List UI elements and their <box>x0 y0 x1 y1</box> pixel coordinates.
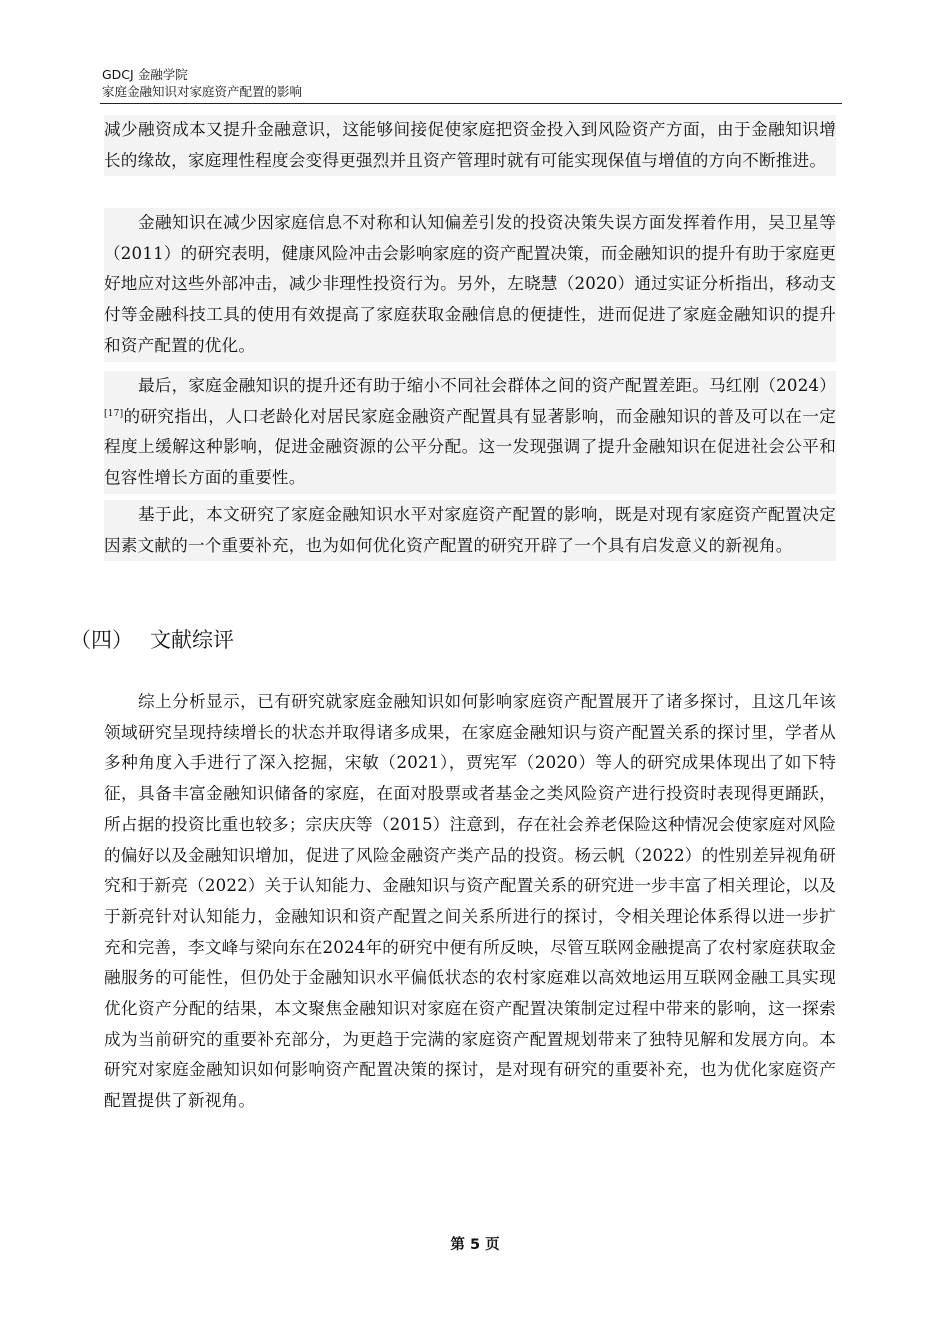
citation-reference: [17] <box>104 408 124 419</box>
body-paragraph-2: 金融知识在减少因家庭信息不对称和认知偏差引发的投资决策失误方面发挥着作用，吴卫星等（2011）的研究表明，健康风险冲击会影响家庭的资产配置决策，而金融知识的提升有助于家庭更好地应对这些外部冲击，减少非理性投资行为。另外，左晓慧（2020）通过实证分析指出，移动支付等金融科技工具的使用有效提高了家庭获取金融信息的便捷性，进而促进了家庭金融知识的提升和资产配置的优化。 <box>104 208 836 362</box>
body-paragraph-3 <box>104 371 836 494</box>
body-paragraph-4: 基于此，本文研究了家庭金融知识水平对家庭资产配置的影响，既是对现有家庭资产配置决定因素文献的一个重要补充，也为如何优化资产配置的研究开辟了一个具有启发意义的新视角。 <box>104 500 836 561</box>
body-paragraph-3-part-b: 的研究指出，人口老龄化对居民家庭金融资产配置具有显著影响，而金融知识的普及可以在一定程度上缓解这种影响，促进金融资源的公平分配。这一发现强调了提升金融知识在促进社会公平和包容性增长方面的重要性。 <box>104 406 836 488</box>
header-thesis-title: 家庭金融知识对家庭资产配置的影响 <box>102 84 303 99</box>
header-institution: GDCJ 金融学院 <box>102 67 188 82</box>
running-header <box>102 66 840 100</box>
review-paragraph: 综上分析显示，已有研究就家庭金融知识如何影响家庭资产配置展开了诸多探讨，且这几年该领域研究呈现持续增长的状态并取得诸多成果，在家庭金融知识与资产配置关系的探讨里，学者从多种角度入手进行了深入挖掘，宋敏（2021），贾宪军（2020）等人的研究成果体现出了如下特征，具备丰富金融知识储备的家庭，在面对股票或者基金之类风险资产进行投资时表现得更踊跃，所占据的投资比重也较多；宗庆庆等（2015）注意到，存在社会养老保险这种情况会使家庭对风险的偏好以及金融知识增加，促进了风险金融资产类产品的投资。杨云帆（2022）的性别差异视角研究和于新亮（2022）关于认知能力、金融知识与资产配置关系的研究进一步丰富了相关理论，以及于新亮针对认知能力，金融知识和资产配置之间关系所进行的探讨，令相关理论体系得以进一步扩充和完善，李文峰与梁向东在2024年的研究中便有所反映，尽管互联网金融提高了农村家庭获取金融服务的可能性，但仍处于金融知识水平偏低状态的农村家庭难以高效地运用互联网金融工具实现优化资产分配的结果，本文聚焦金融知识对家庭在资产配置决策制定过程中带来的影响，这一探索成为当前研究的重要补充部分，为更趋于完满的家庭资产配置规划带来了独特见解和发展方向。本研究对家庭金融知识如何影响资产配置决策的探讨，是对现有研究的重要补充，也为优化家庭资产配置提供了新视角。 <box>104 692 836 1111</box>
section-heading <box>70 626 234 654</box>
body-paragraph-3-part-a: 最后，家庭金融知识的提升还有助于缩小不同社会群体之间的资产配置差距。马红刚（2024） <box>138 376 836 395</box>
header-divider <box>100 103 842 104</box>
body-paragraph-1: 减少融资成本又提升金融意识，这能够间接促使家庭把资金投入到风险资产方面，由于金融知识增长的缘故，家庭理性程度会变得更强烈并且资产管理时就有可能实现保值与增值的方向不断推进。 <box>104 115 836 176</box>
section-title: 文献综评 <box>150 628 234 652</box>
section-number: （四） <box>70 628 133 652</box>
page-number: 第 5 页 <box>450 1237 500 1253</box>
